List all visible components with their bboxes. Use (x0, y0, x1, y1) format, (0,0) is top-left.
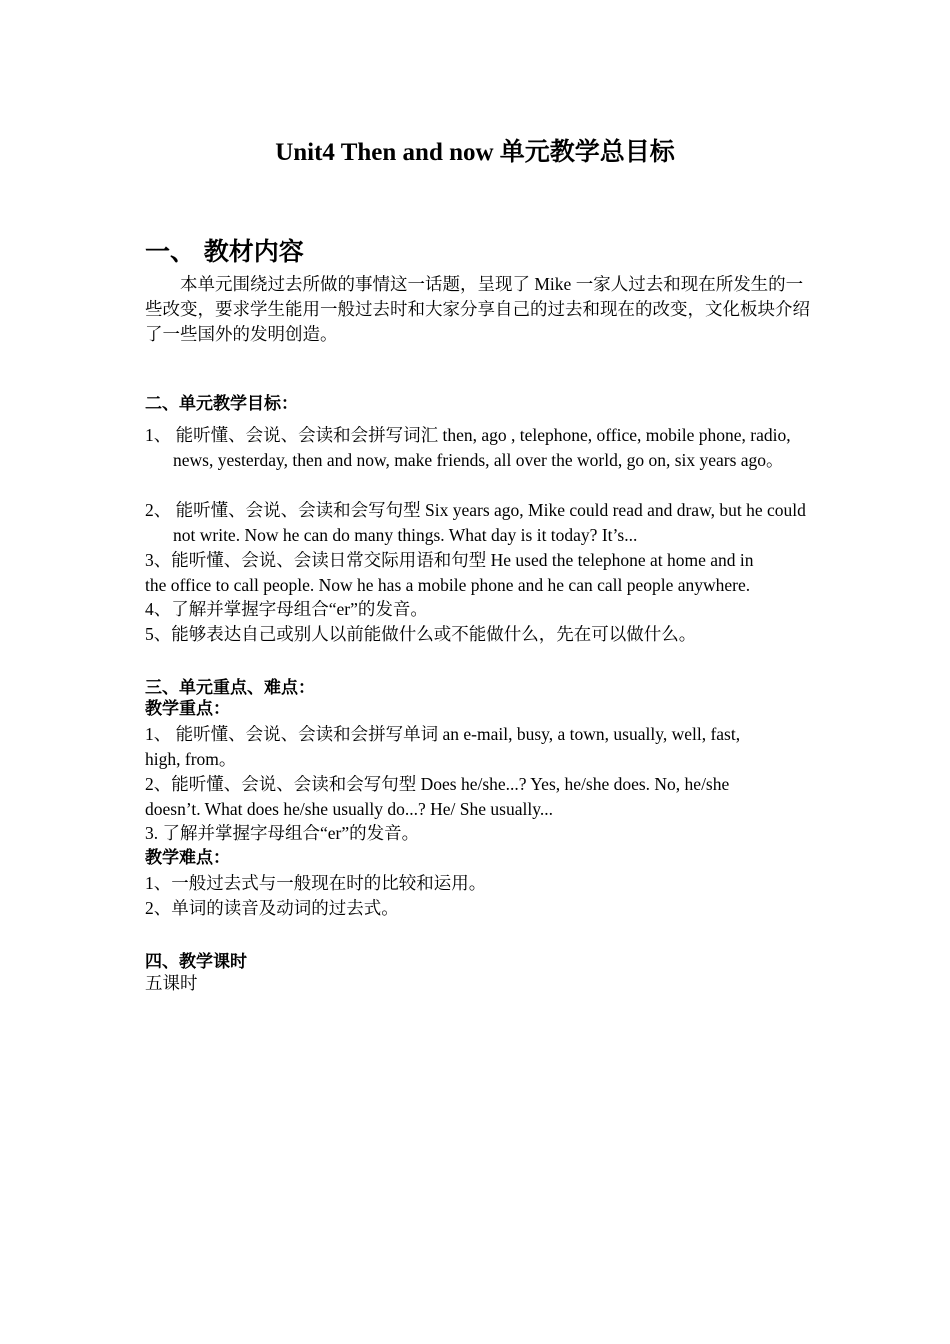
difficult-point-2: 2、单词的读音及动词的过去式。 (145, 898, 399, 918)
difficult-points-label: 教学难点： (145, 848, 230, 868)
objective-item-5: 5、能够表达自己或别人以前能做什么或不能做什么，先在可以做什么。 (145, 624, 697, 644)
objective-item-4: 4、了解并掌握字母组合“er”的发音。 (145, 599, 428, 619)
objective-item-3-line-2: the office to call people. Now he has a mobile phone and he can call people anywhere. (145, 575, 751, 595)
key-point-1-line-1: 1、 能听懂、会说、会读和会拼写单词 an e-mail, busy, a town, usually, well, fast, (145, 724, 741, 744)
lesson-count: 五课时 (145, 973, 198, 993)
section-2-heading: 二、单元教学目标： (145, 394, 298, 414)
key-points-label: 教学重点： (145, 699, 230, 719)
difficult-point-1: 1、一般过去式与一般现在时的比较和运用。 (145, 873, 487, 893)
document-title: Unit4 Then and now 单元教学总目标 (275, 139, 675, 166)
key-point-2-line-1: 2、能听懂、会说、会读和会写句型 Does he/she...? Yes, he/she does. No, he/she (145, 774, 730, 794)
key-point-3: 3. 了解并掌握字母组合“er”的发音。 (145, 823, 420, 843)
key-point-2-line-2: doesn’t. What does he/she usually do...? He/ She usually... (145, 799, 553, 819)
section-1-paragraph: 本单元围绕过去所做的事情这一话题，呈现了 Mike 一家人过去和现在所发生的一些改变，要求学生能用一般过去时和大家分享自己的过去和现在的改变，文化板块介绍了一些国外的发明创造。 (145, 274, 810, 344)
objective-item-2: 2、 能听懂、会说、会读和会写句型 Six years ago, Mike could read and draw, but he could not write. Now he can do many things. What day is it today? It’s... (145, 500, 806, 545)
key-point-1-line-2: high, from。 (145, 749, 237, 769)
section-3-heading: 三、单元重点、难点： (145, 678, 315, 698)
section-1-heading: 一、 教材内容 (145, 237, 304, 266)
objective-item-1: 1、 能听懂、会说、会读和会拼写词汇 then, ago , telephone, office, mobile phone, radio, news, yesterday, then and now, make friends, all over the world, go on, six years ago。 (145, 425, 791, 470)
objective-item-3-line-1: 3、能听懂、会说、会读日常交际用语和句型 He used the telephone at home and in (145, 550, 754, 570)
section-4-heading: 四、教学课时 (145, 952, 247, 972)
